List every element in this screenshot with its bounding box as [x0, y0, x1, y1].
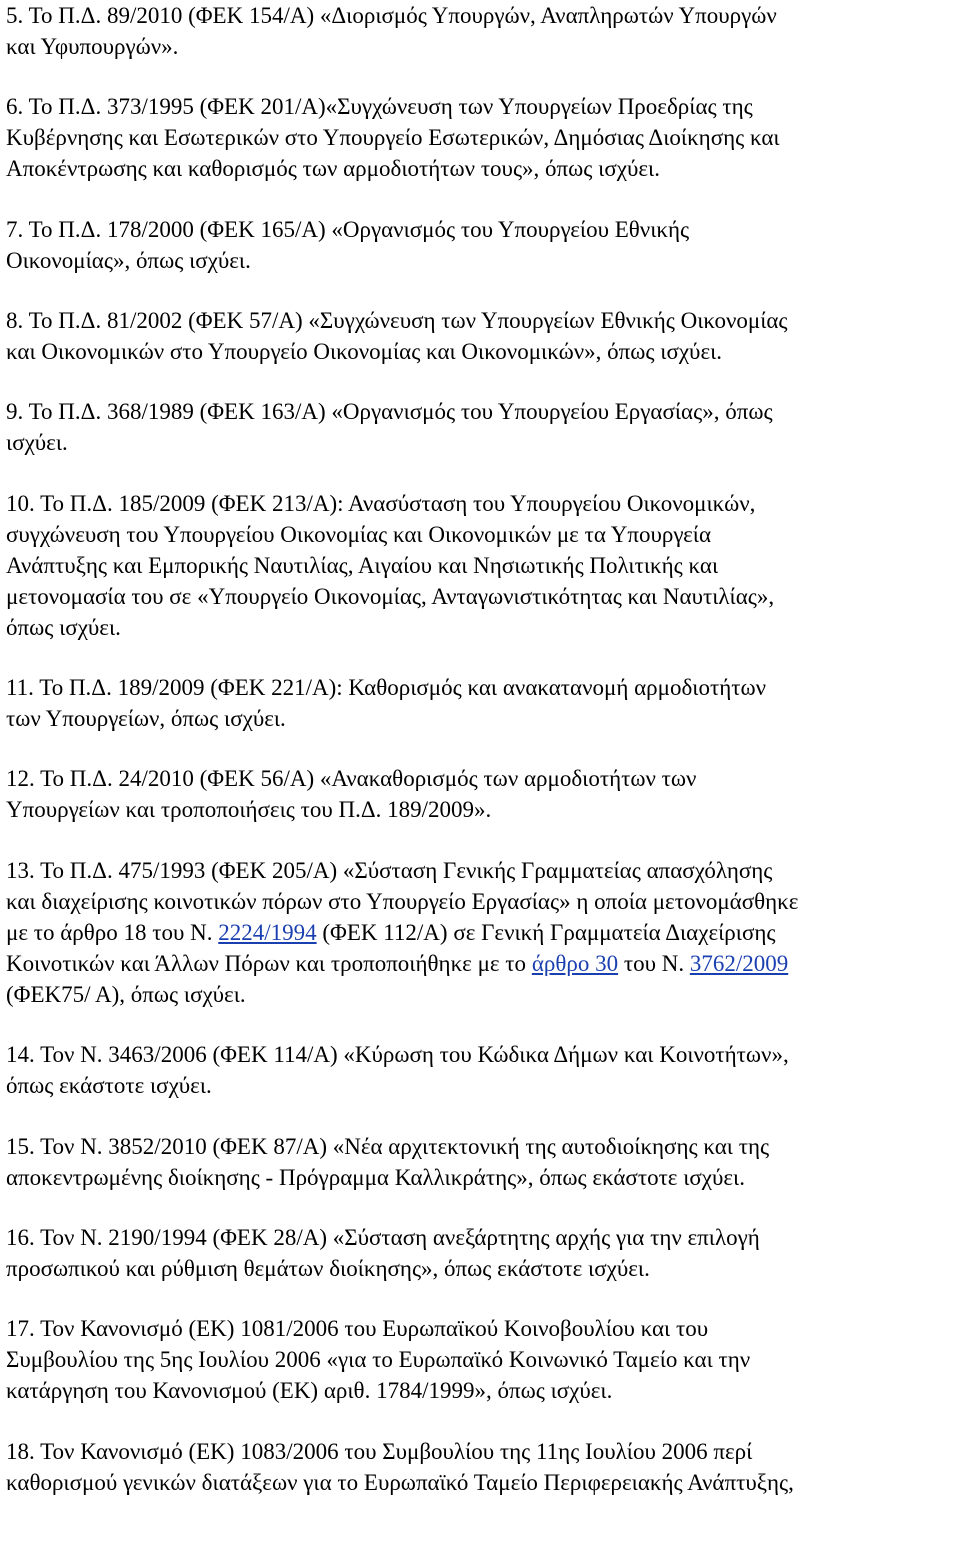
item-13-line-3-rest: (ΦΕΚ 112/Α) σε Γενική Γραμματεία Διαχείρισης [316, 920, 776, 945]
law-3762-2009-link[interactable]: 3762/2009 [689, 951, 789, 976]
item-13-line-3-text: με το άρθρο 18 του Ν. [6, 920, 219, 945]
item-17-line-1: 17. Τον Κανονισμό (ΕΚ) 1081/2006 του Ευρωπαϊκού Κοινοβουλίου και του [6, 1316, 709, 1341]
item-13-line-4-mid: του Ν. [618, 951, 690, 976]
item-7-line-1: 7. Το Π.Δ. 178/2000 (ΦΕΚ 165/Α) «Οργανισμός του Υπουργείου Εθνικής [6, 217, 690, 242]
list-item-7 [6, 214, 960, 276]
item-9-line-1: 9. Το Π.Δ. 368/1989 (ΦΕΚ 163/Α) «Οργανισμός του Υπουργείου Εργασίας», όπως [6, 399, 773, 424]
item-17-line-3: κατάργηση του Κανονισμού (ΕΚ) αριθ. 1784/1999», όπως ισχύει. [6, 1378, 613, 1403]
item-6-line-1: 6. Το Π.Δ. 373/1995 (ΦΕΚ 201/Α)«Συγχώνευση των Υπουργείων Προεδρίας της [6, 94, 753, 119]
item-10-line-3: Ανάπτυξης και Εμπορικής Ναυτιλίας, Αιγαίου και Νησιωτικής Πολιτικής και [6, 553, 719, 578]
item-14-line-1: 14. Τον Ν. 3463/2006 (ΦΕΚ 114/Α) «Κύρωση του Κώδικα Δήμων και Κοινοτήτων», [6, 1042, 789, 1067]
article-30-link[interactable]: άρθρο 30 [531, 951, 619, 976]
list-item-16 [6, 1222, 960, 1284]
list-item-15 [6, 1131, 960, 1193]
item-7-line-2: Οικονομίας», όπως ισχύει. [6, 248, 251, 273]
item-12-line-1: 12. Το Π.Δ. 24/2010 (ΦΕΚ 56/Α) «Ανακαθορισμός των αρμοδιοτήτων των [6, 766, 697, 791]
list-item-18 [6, 1436, 960, 1498]
list-item-11 [6, 672, 960, 734]
list-item-14 [6, 1039, 960, 1101]
item-16-line-1: 16. Τον Ν. 2190/1994 (ΦΕΚ 28/Α) «Σύσταση ανεξάρτητης αρχής για την επιλογή [6, 1225, 760, 1250]
item-13-line-2: και διαχείρισης κοινοτικών πόρων στο Υπουργείο Εργασίας» η οποία μετονομάσθηκε [6, 889, 799, 914]
item-16-line-2: προσωπικού και ρύθμιση θεμάτων διοίκησης», όπως εκάστοτε ισχύει. [6, 1256, 650, 1281]
list-item-5 [6, 0, 960, 62]
item-8-line-1: 8. Το Π.Δ. 81/2002 (ΦΕΚ 57/Α) «Συγχώνευση των Υπουργείων Εθνικής Οικονομίας [6, 308, 788, 333]
item-18-line-2: καθορισμού γενικών διατάξεων για το Ευρωπαϊκό Ταμείο Περιφερειακής Ανάπτυξης, [6, 1470, 794, 1495]
list-item-10 [6, 488, 960, 643]
item-13-line-4-text: Κοινοτικών και Άλλων Πόρων και τροποποιήθηκε με το [6, 951, 532, 976]
item-11-line-2: των Υπουργείων, όπως ισχύει. [6, 706, 286, 731]
item-6-line-3: Αποκέντρωσης και καθορισμός των αρμοδιοτήτων τους», όπως ισχύει. [6, 156, 660, 181]
list-item-8 [6, 305, 960, 367]
list-item-9 [6, 396, 960, 458]
item-10-line-1: 10. Το Π.Δ. 185/2009 (ΦΕΚ 213/Α): Ανασύσταση του Υπουργείου Οικονομικών, [6, 491, 756, 516]
item-5-line-1: 5. Το Π.Δ. 89/2010 (ΦΕΚ 154/Α) «Διορισμός Υπουργών, Αναπληρωτών Υπουργών [6, 3, 777, 28]
item-5-line-2: και Υφυπουργών». [6, 34, 179, 59]
item-18-line-1: 18. Τον Κανονισμό (ΕΚ) 1083/2006 του Συμβουλίου της 11ης Ιουλίου 2006 περί [6, 1439, 753, 1464]
law-2224-1994-link[interactable]: 2224/1994 [218, 920, 317, 945]
item-15-line-2: αποκεντρωμένης διοίκησης - Πρόγραμμα Καλλικράτης», όπως εκάστοτε ισχύει. [6, 1165, 745, 1190]
item-13-line-5: (ΦΕΚ75/ Α), όπως ισχύει. [6, 982, 246, 1007]
item-10-line-4: μετονομασία του σε «Υπουργείο Οικονομίας, Ανταγωνιστικότητας και Ναυτιλίας», [6, 584, 775, 609]
item-8-line-2: και Οικονομικών στο Υπουργείο Οικονομίας και Οικονομικών», όπως ισχύει. [6, 339, 723, 364]
item-11-line-1: 11. Το Π.Δ. 189/2009 (ΦΕΚ 221/Α): Καθορισμός και ανακατανομή αρμοδιοτήτων [6, 675, 767, 700]
list-item-6 [6, 91, 960, 184]
item-6-line-2: Κυβέρνησης και Εσωτερικών στο Υπουργείο Εσωτερικών, Δημόσιας Διοίκησης και [6, 125, 780, 150]
item-10-line-5: όπως ισχύει. [6, 615, 121, 640]
list-item-17 [6, 1313, 960, 1406]
list-item-13 [6, 855, 960, 1010]
item-13-line-1: 13. Το Π.Δ. 475/1993 (ΦΕΚ 205/Α) «Σύσταση Γενικής Γραμματείας απασχόλησης [6, 858, 773, 883]
item-10-line-2: συγχώνευση του Υπουργείου Οικονομίας και Οικονομικών με τα Υπουργεία [6, 522, 712, 547]
item-15-line-1: 15. Τον Ν. 3852/2010 (ΦΕΚ 87/Α) «Νέα αρχιτεκτονική της αυτοδιοίκησης και της [6, 1134, 770, 1159]
item-12-line-2: Υπουργείων και τροποποιήσεις του Π.Δ. 189/2009». [6, 797, 492, 822]
item-14-line-2: όπως εκάστοτε ισχύει. [6, 1073, 212, 1098]
list-item-12 [6, 763, 960, 825]
item-17-line-2: Συμβουλίου της 5ης Ιουλίου 2006 «για το Ευρωπαϊκό Κοινωνικό Ταμείο και την [6, 1347, 751, 1372]
item-9-line-2: ισχύει. [6, 430, 68, 455]
